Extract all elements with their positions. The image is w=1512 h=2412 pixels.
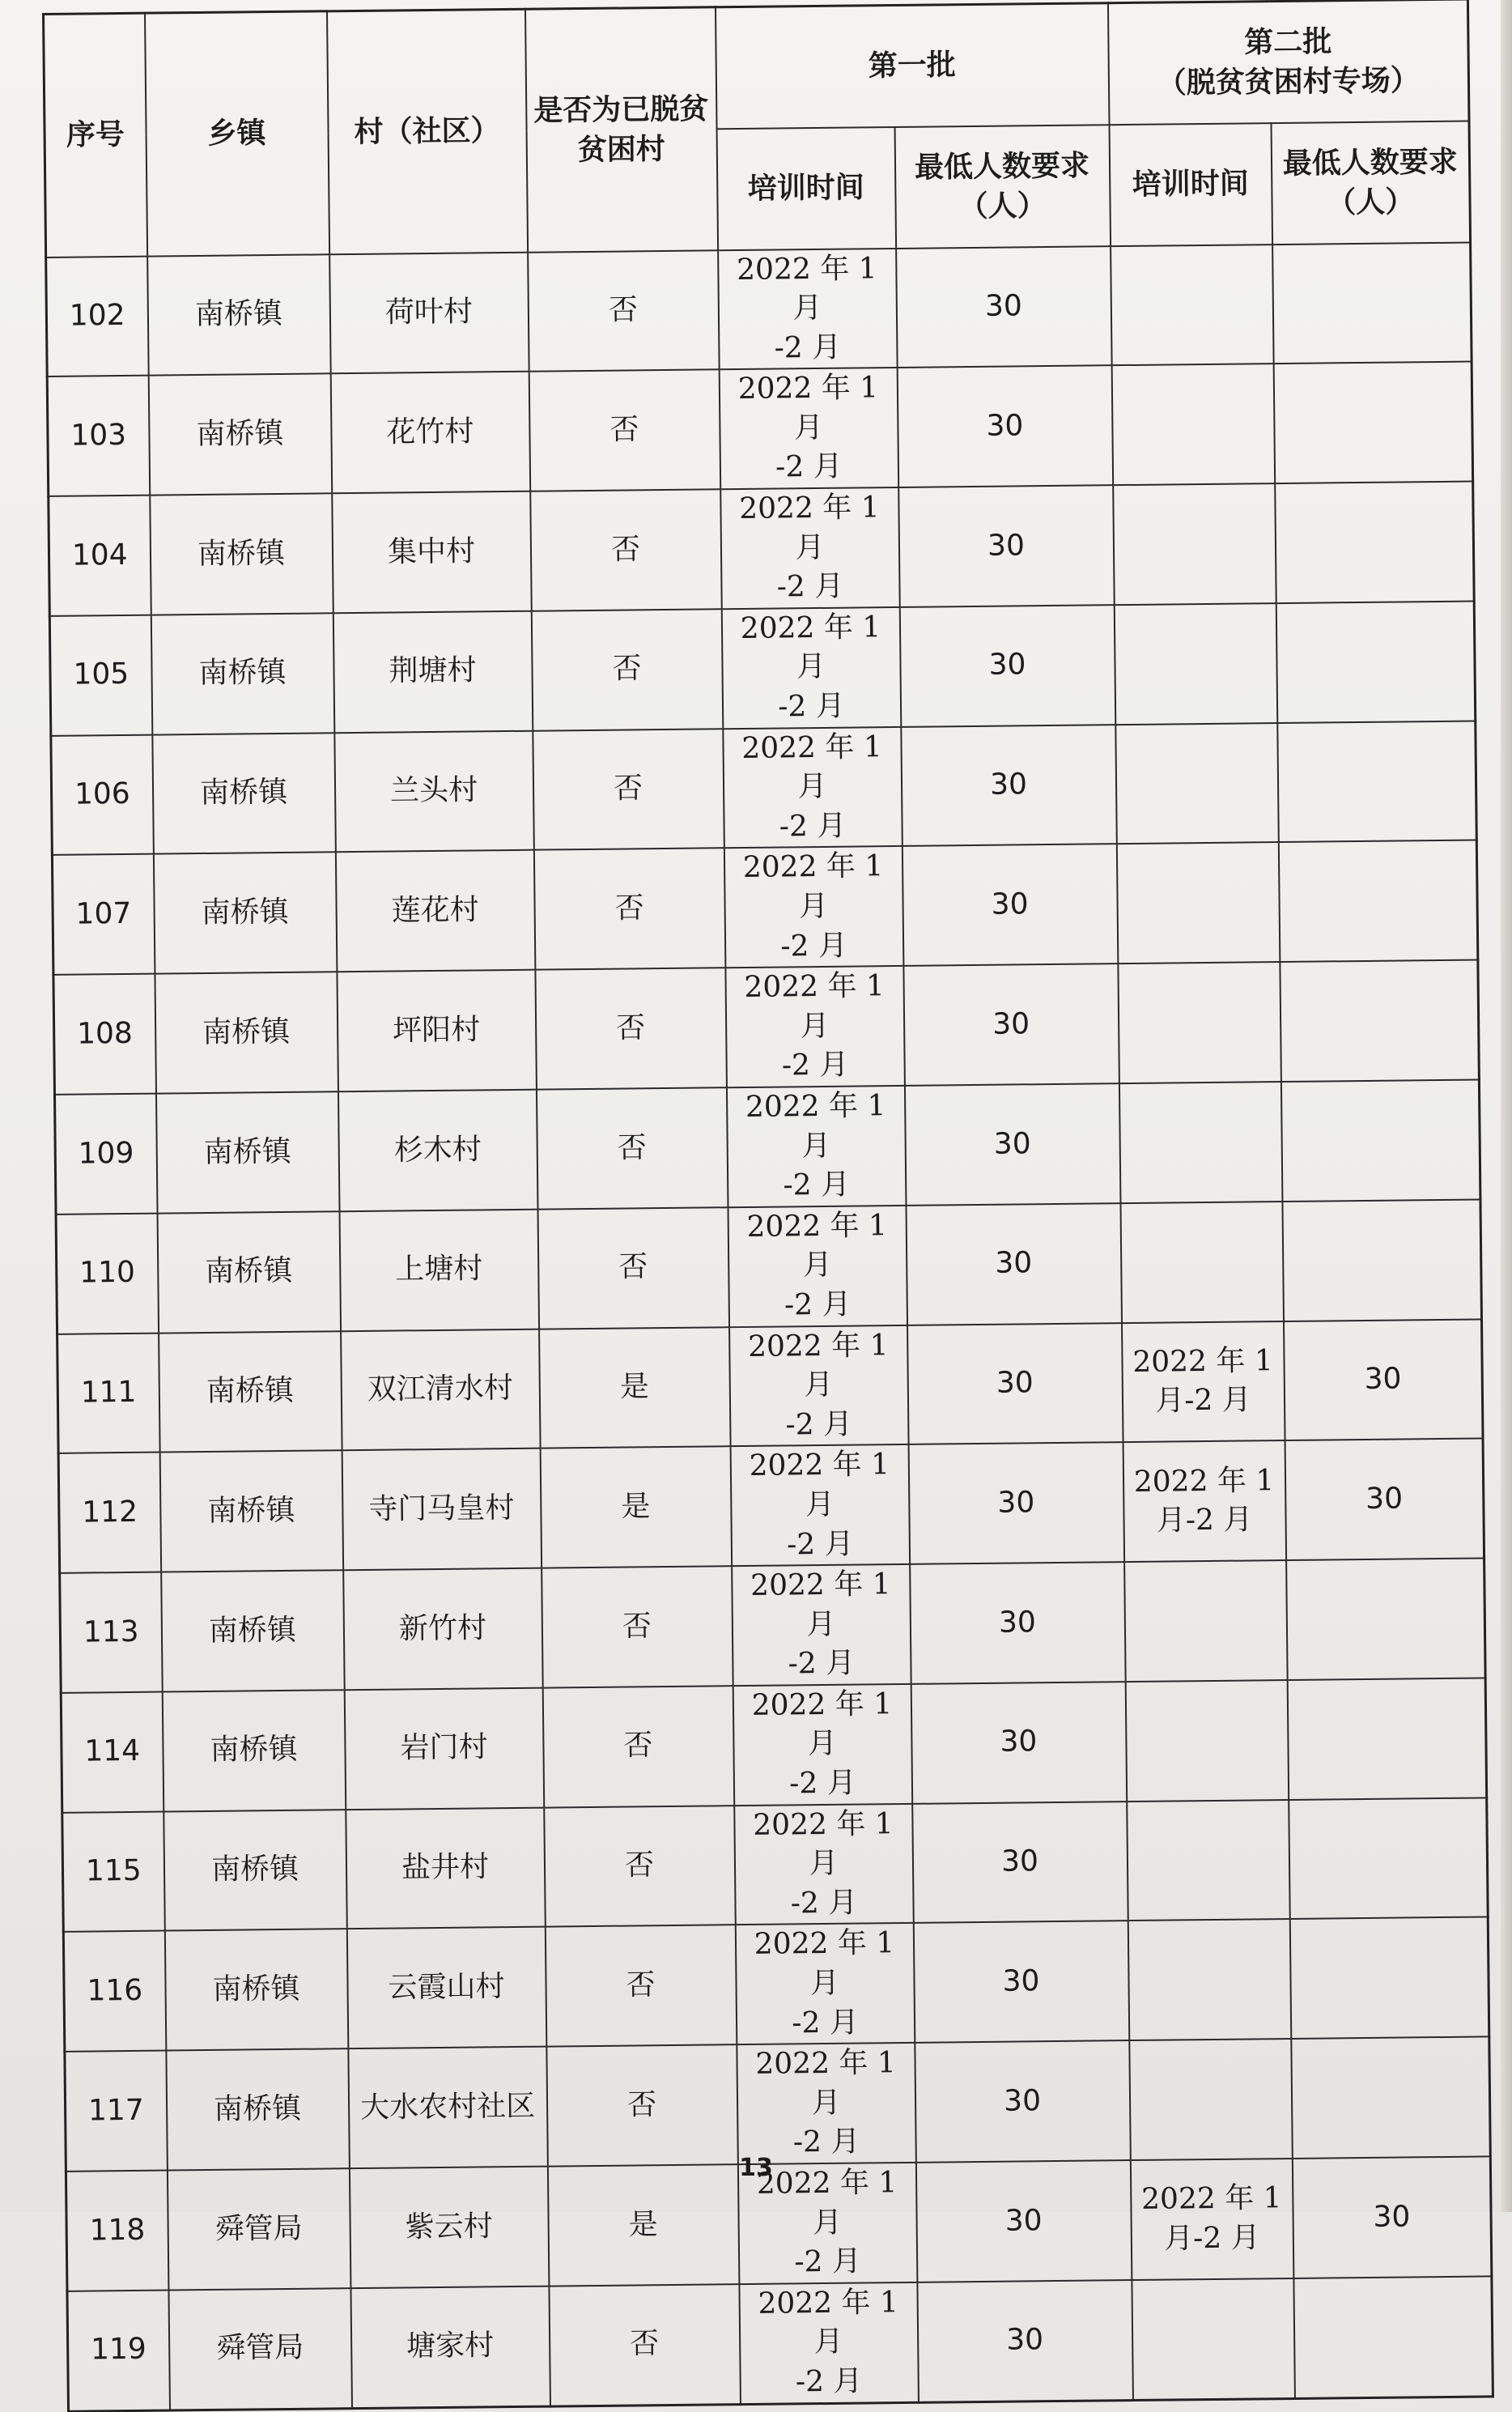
cell-is-poverty: 否 — [535, 968, 727, 1089]
cell-batch1-time — [735, 1923, 915, 2044]
cell-batch1-time — [734, 1804, 914, 1925]
cell-batch1-time-line-2: -2 月 — [792, 2006, 860, 2040]
cell-batch1-time-line-2: -2 月 — [784, 1287, 852, 1322]
cell-batch1-min: 30 — [915, 2160, 1132, 2282]
cell-batch1-min: 30 — [906, 1203, 1122, 1325]
header-min-people-label: 最低人数要求 — [1282, 144, 1459, 181]
table-row — [62, 1797, 1488, 1932]
cell-batch1-min: 30 — [917, 2280, 1133, 2402]
cell-batch1-time-line-1: 2022 年 1 月 — [756, 2166, 898, 2240]
cell-is-poverty: 否 — [542, 1686, 734, 1807]
cell-batch2-min: 30 — [1285, 1439, 1484, 1560]
cell-batch1-time-line-2: -2 月 — [778, 689, 845, 724]
cell-batch2-time — [1124, 1560, 1288, 1682]
cell-seq: 114 — [61, 1691, 164, 1812]
cell-batch1-time — [720, 487, 900, 609]
cell-township: 南桥镇 — [164, 1810, 347, 1931]
cell-batch2-time — [1128, 1919, 1291, 2040]
cell-batch1-time-line-1: 2022 年 1 月 — [739, 491, 880, 564]
cell-township: 南桥镇 — [159, 1451, 343, 1572]
cell-batch2-min — [1277, 721, 1477, 842]
cell-is-poverty: 否 — [546, 2044, 738, 2166]
cell-batch2-time-line-1 — [1125, 1142, 1276, 1143]
cell-village: 花竹村 — [330, 372, 530, 493]
table-row — [61, 1678, 1486, 1812]
cell-batch1-min: 30 — [915, 2040, 1131, 2163]
cell-seq: 103 — [47, 376, 150, 496]
cell-village: 双江清水村 — [341, 1329, 541, 1450]
cell-seq: 112 — [58, 1453, 161, 1573]
cell-township: 南桥镇 — [164, 1929, 348, 2051]
cell-township: 南桥镇 — [152, 733, 336, 854]
cell-batch2-time-line-2 — [1119, 543, 1269, 545]
cell-is-poverty: 否 — [530, 489, 722, 610]
cell-batch2-time — [1113, 483, 1276, 605]
cell-batch2-min — [1275, 482, 1475, 603]
cell-batch2-time-line-1 — [1127, 1261, 1277, 1263]
header-unit-label: （人） — [958, 188, 1047, 223]
cell-batch1-time-line-2: -2 月 — [785, 1407, 853, 1442]
cell-seq: 117 — [65, 2051, 168, 2172]
cell-batch1-time-line-1: 2022 年 1 月 — [747, 1328, 889, 1402]
cell-batch1-min: 30 — [907, 1323, 1123, 1445]
cell-batch1-min: 30 — [901, 725, 1117, 847]
cell-township: 南桥镇 — [147, 254, 331, 376]
table-row — [49, 482, 1474, 616]
cell-seq: 104 — [49, 496, 151, 616]
cell-batch1-time-line-1: 2022 年 1 月 — [754, 1926, 895, 2001]
cell-batch1-min: 30 — [904, 1083, 1120, 1206]
cell-batch1-time — [729, 1325, 909, 1446]
cell-is-poverty: 是 — [540, 1447, 732, 1568]
cell-batch1-min: 30 — [910, 1562, 1126, 1684]
cell-batch2-min — [1286, 1559, 1486, 1680]
cell-batch1-min: 30 — [908, 1442, 1124, 1564]
header-min-people-1 — [894, 125, 1111, 249]
cell-batch2-time-line-1: 2022 年 1 — [1132, 1343, 1273, 1379]
cell-village: 云霞山村 — [346, 1927, 546, 2048]
cell-batch2-min: 30 — [1292, 2156, 1492, 2278]
table-row — [49, 601, 1475, 735]
cell-batch1-time-line-2: -2 月 — [783, 1168, 851, 1202]
cell-batch1-min: 30 — [913, 1921, 1129, 2044]
cell-batch1-time-line-1: 2022 年 1 月 — [749, 1448, 890, 1522]
cell-batch2-min — [1282, 1199, 1482, 1321]
cell-township: 南桥镇 — [150, 493, 333, 615]
cell-batch2-time-line-2 — [1123, 902, 1273, 904]
cell-batch1-time-line-2: -2 月 — [788, 1766, 856, 1801]
cell-is-poverty: 否 — [545, 1925, 737, 2047]
cell-seq: 116 — [63, 1931, 166, 2052]
cell-batch2-time-line-2 — [1138, 2338, 1289, 2340]
cell-is-poverty: 否 — [529, 370, 720, 491]
cell-seq: 102 — [46, 256, 149, 376]
cell-batch1-time-line-1: 2022 年 1 月 — [751, 1687, 893, 1761]
cell-batch1-time-line-1: 2022 年 1 月 — [736, 251, 877, 325]
cell-batch2-time-line-2 — [1124, 1022, 1275, 1023]
cell-batch1-time-line-2: -2 月 — [792, 2125, 860, 2159]
cell-batch2-time — [1116, 842, 1280, 964]
cell-batch2-time — [1118, 962, 1281, 1083]
cell-batch2-time-line-2 — [1122, 783, 1272, 785]
cell-batch2-time — [1125, 1680, 1289, 1802]
table-row — [57, 1319, 1483, 1453]
cell-seq: 118 — [66, 2171, 168, 2291]
cell-batch2-min — [1293, 2276, 1493, 2398]
table-body — [46, 242, 1493, 2411]
cell-batch2-min — [1281, 1079, 1480, 1201]
cell-batch2-time-line-1: 2022 年 1 — [1140, 2181, 1282, 2217]
header-village: 村（社区） — [326, 9, 527, 254]
cell-batch2-time-line-1: 2022 年 1 — [1133, 1463, 1275, 1499]
cell-batch2-time-line-2 — [1132, 1740, 1282, 1742]
cell-seq: 109 — [54, 1094, 157, 1215]
cell-village: 荷叶村 — [329, 252, 529, 373]
cell-batch1-time-line-1: 2022 年 1 月 — [740, 610, 881, 684]
cell-batch1-min: 30 — [912, 1802, 1128, 1924]
cell-batch2-min: 30 — [1284, 1319, 1484, 1440]
cell-is-poverty: 是 — [547, 2164, 739, 2286]
table-row — [47, 362, 1472, 496]
cell-batch2-time-line-1 — [1116, 304, 1267, 306]
cell-batch1-time — [739, 2282, 919, 2405]
cell-batch1-time — [733, 1684, 912, 1806]
table-row — [46, 242, 1472, 376]
cell-is-poverty: 否 — [533, 729, 724, 850]
cell-batch2-min — [1278, 840, 1478, 962]
table-row — [67, 2276, 1493, 2411]
cell-batch2-time-line-1 — [1136, 2099, 1286, 2100]
cell-batch1-time — [723, 727, 903, 849]
cell-is-poverty: 否 — [544, 1806, 736, 1927]
cell-batch1-time-line-2: -2 月 — [790, 1886, 858, 1921]
cell-township: 南桥镇 — [155, 972, 338, 1093]
page-edge — [1501, 0, 1512, 2212]
cell-batch1-time-line-2: -2 月 — [788, 1646, 856, 1681]
cell-batch1-time — [718, 248, 898, 369]
cell-township: 南桥镇 — [159, 1331, 342, 1453]
cell-batch1-time-line-1: 2022 年 1 月 — [746, 1208, 888, 1283]
cell-batch2-time — [1120, 1202, 1284, 1323]
cell-batch2-time — [1114, 603, 1277, 725]
cell-batch2-time — [1115, 723, 1279, 844]
cell-batch1-time-line-2: -2 月 — [794, 2244, 862, 2279]
cell-batch1-time-line-2: -2 月 — [780, 929, 848, 964]
cell-batch1-min: 30 — [899, 605, 1115, 727]
cell-village: 岩门村 — [344, 1688, 544, 1810]
cell-township: 南桥镇 — [151, 613, 334, 734]
header-seq: 序号 — [44, 13, 147, 257]
header-batch-2 — [1107, 0, 1469, 125]
cell-village: 盐井村 — [346, 1807, 546, 1929]
header-is-poverty: 是否为已脱贫贫困村 — [525, 7, 717, 252]
cell-batch1-min: 30 — [911, 1682, 1127, 1804]
cell-batch2-min — [1289, 1797, 1489, 1919]
header-train-time-1: 培训时间 — [716, 126, 896, 249]
cell-batch1-time — [726, 1086, 906, 1207]
cell-batch1-min: 30 — [898, 485, 1115, 607]
cell-batch1-time-line-1: 2022 年 1 月 — [753, 1806, 894, 1881]
cell-village: 上塘村 — [339, 1209, 539, 1330]
header-batch-2-title: 第二批 — [1244, 24, 1332, 60]
header-batch-2-note: （脱贫贫困村专场） — [1157, 62, 1420, 100]
cell-batch1-time-line-2: -2 月 — [786, 1527, 854, 1561]
header-min-people-label: 最低人数要求 — [914, 148, 1090, 185]
cell-township: 舜管局 — [167, 2168, 350, 2290]
table-row — [65, 2037, 1490, 2172]
cell-village: 紫云村 — [349, 2167, 549, 2288]
cell-seq: 106 — [51, 734, 154, 855]
cell-batch2-time-line-2 — [1125, 1142, 1276, 1143]
cell-batch1-min: 30 — [902, 844, 1118, 967]
cell-batch2-min — [1291, 2037, 1491, 2159]
page-number: 13 — [739, 2154, 773, 2182]
cell-seq: 111 — [57, 1333, 160, 1453]
cell-batch2-time — [1111, 364, 1275, 485]
cell-batch2-time-line-2: 月-2 月 — [1156, 1503, 1253, 1538]
cell-batch1-min: 30 — [896, 246, 1112, 368]
header-batch-1: 第一批 — [715, 3, 1109, 129]
cell-batch1-time-line-1: 2022 年 1 月 — [741, 730, 882, 804]
cell-is-poverty: 否 — [537, 1207, 729, 1329]
cell-township: 舜管局 — [168, 2288, 352, 2410]
cell-batch1-time — [730, 1444, 910, 1566]
cell-batch1-time-line-2: -2 月 — [781, 1049, 849, 1083]
cell-batch1-time-line-1: 2022 年 1 月 — [744, 969, 886, 1044]
table-row — [58, 1439, 1484, 1573]
cell-batch2-time-line-2 — [1116, 304, 1267, 306]
header-row-1 — [44, 0, 1470, 135]
cell-village: 大水农村社区 — [348, 2047, 548, 2168]
cell-batch1-time-line-2: -2 月 — [795, 2364, 863, 2399]
training-schedule-table — [42, 0, 1494, 2412]
cell-batch2-time-line-2 — [1118, 423, 1268, 425]
cell-township: 南桥镇 — [148, 374, 332, 496]
cell-township: 南桥镇 — [161, 1570, 345, 1691]
cell-township: 南桥镇 — [157, 1211, 341, 1333]
cell-batch2-min — [1280, 960, 1480, 1082]
table-row — [52, 840, 1477, 975]
cell-batch2-time-line-2 — [1132, 1860, 1283, 1861]
cell-batch2-time-line-2 — [1127, 1261, 1277, 1263]
cell-batch2-min — [1289, 1917, 1489, 2039]
cell-village: 坪阳村 — [337, 970, 537, 1091]
cell-seq: 113 — [60, 1572, 163, 1693]
cell-batch2-time-line-2 — [1130, 1620, 1281, 1622]
cell-batch2-time-line-2 — [1136, 2099, 1286, 2100]
cell-seq: 107 — [52, 854, 155, 975]
cell-batch2-time-line-1 — [1132, 1740, 1282, 1742]
cell-batch2-time-line-2 — [1134, 1979, 1285, 1980]
table-row — [60, 1559, 1485, 1693]
cell-batch1-time — [719, 368, 898, 489]
cell-batch2-time-line-2 — [1120, 663, 1271, 665]
cell-batch2-time — [1123, 1440, 1286, 1562]
cell-batch2-time — [1111, 245, 1274, 366]
table-row — [54, 1079, 1480, 1214]
cell-township: 南桥镇 — [162, 1690, 346, 1811]
cell-batch1-time-line-1: 2022 年 1 月 — [750, 1568, 891, 1641]
cell-batch1-time — [725, 966, 905, 1087]
cell-batch2-min — [1272, 242, 1472, 364]
cell-batch2-time-line-1 — [1132, 1860, 1283, 1861]
cell-batch2-time — [1122, 1321, 1285, 1443]
cell-batch2-time — [1132, 2278, 1295, 2400]
header-unit-label: （人） — [1327, 184, 1415, 219]
cell-batch1-min: 30 — [903, 964, 1119, 1086]
cell-village: 兰头村 — [334, 730, 534, 852]
cell-seq: 108 — [53, 974, 156, 1095]
cell-village: 杉木村 — [338, 1090, 537, 1211]
cell-batch1-time — [737, 2043, 916, 2164]
cell-batch2-time-line-2: 月-2 月 — [1155, 1383, 1252, 1419]
cell-batch1-time-line-2: -2 月 — [774, 330, 842, 365]
cell-village: 寺门马皇村 — [342, 1448, 542, 1570]
cell-batch2-time — [1129, 2039, 1293, 2160]
cell-batch1-time — [724, 846, 903, 968]
cell-batch1-time — [728, 1206, 907, 1327]
cell-batch2-time — [1127, 1800, 1290, 1921]
cell-batch1-time-line-2: -2 月 — [775, 450, 843, 485]
table-row — [63, 1917, 1489, 2052]
cell-seq: 110 — [56, 1213, 159, 1334]
cell-township: 南桥镇 — [155, 1091, 339, 1213]
cell-seq: 119 — [67, 2290, 170, 2411]
cell-batch2-min — [1276, 601, 1476, 722]
cell-batch2-time-line-1 — [1119, 543, 1269, 545]
cell-batch2-time-line-1 — [1134, 1979, 1285, 1980]
cell-batch1-min: 30 — [897, 365, 1113, 487]
header-train-time-2: 培训时间 — [1109, 123, 1272, 246]
cell-batch1-time-line-1: 2022 年 1 月 — [745, 1089, 886, 1163]
cell-batch2-time-line-1 — [1118, 423, 1268, 425]
cell-batch1-time-line-1: 2022 年 1 月 — [755, 2046, 896, 2120]
cell-is-poverty: 否 — [536, 1087, 728, 1209]
cell-batch1-time — [721, 607, 901, 729]
cell-batch1-time-line-2: -2 月 — [779, 809, 847, 844]
cell-village: 新竹村 — [343, 1568, 543, 1690]
cell-batch2-time-line-1 — [1122, 783, 1272, 785]
cell-batch2-min — [1273, 362, 1473, 483]
cell-batch1-time-line-2: -2 月 — [776, 569, 844, 604]
cell-township: 南桥镇 — [166, 2048, 350, 2170]
cell-seq: 105 — [49, 615, 152, 735]
cell-village: 塘家村 — [350, 2286, 550, 2408]
table-row — [56, 1199, 1481, 1334]
cell-batch2-time-line-1 — [1124, 1022, 1275, 1023]
header-township: 乡镇 — [145, 11, 329, 256]
cell-batch2-time-line-1 — [1130, 1620, 1281, 1622]
cell-batch2-time-line-1 — [1138, 2338, 1289, 2340]
cell-is-poverty: 否 — [531, 609, 723, 730]
cell-village: 荆塘村 — [333, 611, 533, 733]
cell-batch2-time-line-2: 月-2 月 — [1163, 2221, 1260, 2256]
cell-is-poverty: 否 — [542, 1566, 733, 1687]
table-row — [53, 960, 1479, 1095]
cell-batch2-min — [1287, 1678, 1487, 1799]
cell-batch2-time — [1119, 1082, 1282, 1203]
cell-is-poverty: 否 — [549, 2284, 741, 2406]
cell-village: 莲花村 — [335, 850, 535, 972]
cell-batch1-time — [732, 1564, 911, 1686]
cell-is-poverty: 否 — [528, 250, 720, 372]
cell-batch2-time-line-1 — [1120, 663, 1271, 665]
cell-township: 南桥镇 — [153, 853, 337, 974]
cell-village: 集中村 — [332, 491, 532, 613]
cell-batch1-time-line-1: 2022 年 1 月 — [758, 2285, 899, 2359]
cell-seq: 115 — [62, 1811, 165, 1932]
cell-is-poverty: 是 — [539, 1327, 731, 1448]
cell-is-poverty: 否 — [533, 849, 725, 970]
cell-batch1-time-line-1: 2022 年 1 月 — [737, 371, 879, 445]
table-row — [51, 721, 1476, 855]
cell-batch1-time-line-1: 2022 年 1 月 — [742, 849, 884, 924]
header-min-people-2 — [1271, 121, 1471, 245]
cell-batch2-time-line-1 — [1123, 902, 1273, 904]
